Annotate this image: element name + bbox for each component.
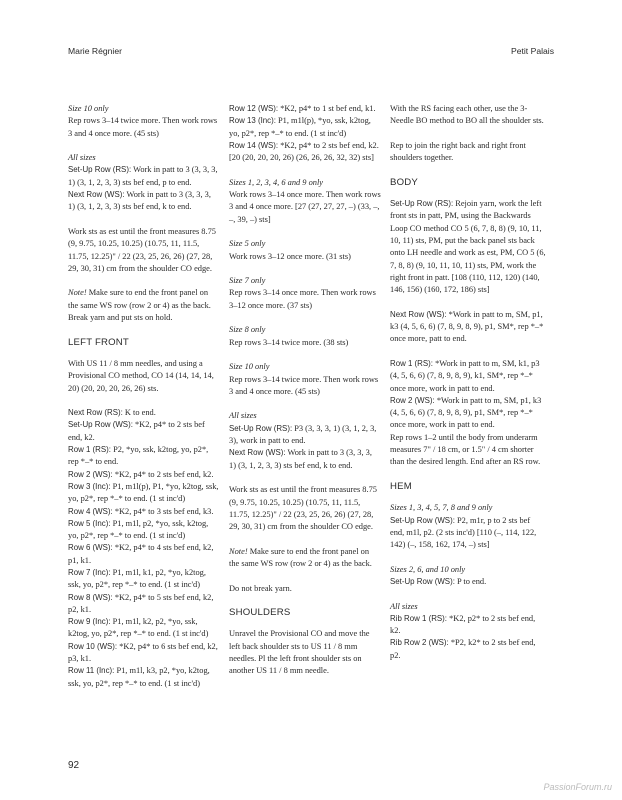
instruction-text: Unravel the Provisional CO and move the left back shoulder sts to US 11 / 8 mm needles. Pl the left front shoulder sts on another US 11 / 8 mm needle. (229, 629, 370, 676)
row-text: P1, m1l, k2, p2, *yo, ssk, k2tog, yo, p2*, rep *–* to end. (1 st inc'd) (68, 617, 209, 639)
page-header (68, 46, 554, 62)
book-title: Petit Palais (511, 46, 554, 56)
note-text: Make sure to end the front panel on the same WS row (row 2 or 4) as the back. (68, 288, 211, 310)
row-label: Row 8 (WS): (68, 592, 113, 602)
instruction-row (229, 423, 381, 448)
row-text: P2, *yo, ssk, k2tog, yo, p2*, rep *–* to end. (68, 445, 209, 467)
instruction-row (68, 641, 220, 666)
row-text: Work in patt to 3 (3, 3, 3, 1) (3, 1, 2, 3, 3) sts bef end, k to end. (68, 190, 211, 212)
row-label: Next Row (WS): (68, 190, 125, 200)
row-text: *K2, p4* to 3 sts bef end, k3. (112, 506, 214, 516)
row-text: P2, m1r, p to 2 sts bef end, m1l, p2. (2 sts inc'd) [110 (–, 114, 122, 142) (–, 158, 162, 174, –) sts] (390, 515, 537, 550)
size-heading: Size 5 only (229, 239, 266, 249)
row-label: Row 4 (WS): (68, 506, 113, 516)
row-text: *K2, p2* to 2 sts bef end, k2. (390, 613, 536, 636)
row-list (68, 407, 220, 690)
instruction-row (68, 189, 220, 214)
instruction-row (390, 576, 546, 588)
row-text: Rejoin yarn, work the left front sts in patt, PM, using the Backwards Loop CO method CO 5 (6, 7, 8, 8) (9, 10, 11, 10, 11) sts, PM, put the back panel sts back onto LH needle and work as est, PM, CO 5 (6, 7, 8, 8) (9, 10, 11, 10, 11) sts, PM, work the right front in patt. [108 (110, 112, 120) (140, 146, 156) (160, 172, 186) sts] (390, 199, 546, 295)
row-text: P3 (3, 3, 3, 1) (3, 1, 2, 3, 3), work in patt to end. (229, 423, 377, 446)
size-heading: All sizes (68, 153, 96, 163)
instruction-row (68, 506, 220, 518)
watermark: PassionForum.ru (543, 782, 612, 792)
row-label: Row 1 (RS): (68, 445, 111, 455)
note (68, 287, 220, 312)
instruction-row (68, 518, 220, 543)
instruction-row (68, 542, 220, 567)
instruction-row (68, 407, 220, 419)
row-text: Work in patt to 3 (3, 3, 3, 1) (3, 1, 2, 3, 3) sts bef end, p to end. (68, 165, 218, 187)
instruction-row (68, 481, 220, 506)
row-label: Row 11 (Inc): (68, 666, 115, 676)
instruction-row (390, 613, 546, 638)
instruction-text: Rep rows 3–14 once more. Then work rows 3–12 once more. (37 sts) (229, 288, 376, 310)
instruction-row (390, 637, 546, 662)
row-text: *K2, p4* to 6 sts bef end, k2, p3, k1. (68, 641, 218, 664)
instruction-row (68, 665, 220, 690)
row-label: Row 13 (Inc): (229, 116, 276, 126)
row-label: Next Row (RS): (68, 408, 123, 418)
row-label: Set-Up Row (WS): (390, 576, 455, 586)
row-label: Row 10 (WS): (68, 641, 118, 651)
instruction-row (229, 447, 381, 472)
row-text: *K2, p4* to 2 sts bef end, k2. (278, 140, 379, 150)
author-name: Marie Régnier (68, 46, 122, 56)
section-heading-hem: HEM (390, 480, 412, 492)
row-text: *Work in patt to m, SM, p1, k3 (4, 5, 6, 6) (7, 8, 9, 8, 9), p1, SM*, rep *–* once more, work in patt to end. (390, 395, 542, 430)
size-heading: Size 7 only (229, 276, 266, 286)
instruction-text: With US 11 / 8 mm needles, and using a Provisional CO method, CO 14 (14, 14, 14, 20) (20, 20, 20, 26, 26) sts. (68, 358, 214, 393)
section-heading-shoulders: SHOULDERS (229, 607, 291, 619)
note-label: Note! (68, 288, 87, 298)
instruction-text: Break yarn and put sts on hold. (68, 313, 173, 323)
column-left (68, 103, 220, 690)
row-text: *K2, p4* to 4 sts bef end, k2, p1, k1. (68, 543, 214, 565)
row-text: *Work in patt to m, SM, k1, p3 (4, 5, 6, 6) (7, 8, 9, 8, 9), k1, SM*, rep *–* once more, work in patt to end. (390, 358, 540, 393)
instruction-text: Rep rows 3–14 twice more. Then work rows 3 and 4 once more. (45 sts) (68, 116, 218, 138)
instruction-text: Rep rows 3–14 twice more. (38 sts) (229, 337, 349, 347)
size-heading: All sizes (229, 411, 257, 421)
size-heading: Sizes 1, 2, 3, 4, 6 and 9 only (229, 177, 323, 187)
row-label: Row 5 (Inc): (68, 518, 111, 528)
note (229, 546, 381, 571)
instruction-row (68, 469, 220, 481)
row-text: *K2, p4* to 2 sts bef end, k2. (112, 469, 214, 479)
instruction-row (390, 309, 546, 346)
instruction-row (68, 444, 220, 469)
page-number: 92 (68, 760, 80, 771)
row-label: Next Row (WS): (390, 309, 447, 319)
row-text: *K2, p4* to 1 st bef end, k1. (278, 104, 376, 113)
instruction-row (68, 567, 220, 592)
column-middle (229, 103, 381, 690)
row-label: Row 2 (WS): (390, 395, 435, 405)
row-text: P1, m1l, k3, p2, *yo, k2tog, ssk, yo, p2*, rep *–* to end. (1 st inc'd) (68, 666, 210, 688)
row-label: Set-Up Row (WS): (68, 420, 133, 430)
row-text: P1, m1l, p2, *yo, ssk, k2tog, yo, p2*, rep *–* to end. (1 st inc'd) (68, 518, 209, 541)
instruction-text: With the RS facing each other, use the 3-Needle BO method to BO all the shoulder sts. (390, 104, 544, 126)
row-label: Row 2 (WS): (68, 469, 113, 479)
row-label: Row 3 (Inc): (68, 481, 111, 491)
row-list (229, 103, 381, 152)
stitch-count: [20 (20, 20, 20, 26) (26, 26, 26, 32, 32) sts] (229, 153, 374, 163)
section-heading-body: BODY (390, 176, 418, 188)
instruction-row (68, 419, 220, 444)
size-heading: Size 10 only (229, 362, 270, 372)
instruction-row (68, 616, 220, 641)
note-text: Make sure to end the front panel on the same WS row (row 2 or 4) as the back. (229, 546, 372, 568)
instruction-text: Rep rows 1–2 until the body from underarm measures 7" / 18 cm, or 1.5" / 4 cm shorter than the desired length. End after an RS row. (390, 432, 541, 467)
size-heading: All sizes (390, 601, 418, 611)
row-text: P1, m1l(p), *yo, ssk, k2tog, yo, p2*, rep *–* to end. (1 st inc'd) (229, 116, 371, 138)
row-text: *Work in patt to m, SM, p1, k3 (4, 5, 6, 6) (7, 8, 9, 8, 9), p1, SM*, rep *–* once more, patt to end. (390, 309, 544, 344)
row-label: Row 7 (Inc): (68, 567, 111, 577)
instruction-row (68, 164, 220, 189)
row-label: Row 12 (WS): (229, 104, 279, 113)
row-label: Set-Up Row (RS): (390, 199, 454, 209)
row-label: Row 6 (WS): (68, 543, 113, 553)
row-text: P1, m1l(p), P1, *yo, k2tog, ssk, yo, p2*, rep *–* to end. (1 st inc'd) (68, 481, 219, 504)
row-label: Next Row (WS): (229, 448, 286, 458)
row-text: *P2, k2* to 2 sts bef end, p2. (390, 638, 536, 660)
column-right (390, 103, 546, 662)
row-text: Work in patt to 3 (3, 3, 3, 1) (3, 1, 2, 3, 3) sts bef end, k to end. (229, 448, 372, 470)
instruction-text: Work rows 3–12 once more. (31 sts) (229, 251, 351, 261)
instruction-row (229, 103, 381, 115)
instruction-text: Do not break yarn. (229, 583, 292, 593)
size-heading: Size 10 only (68, 104, 109, 113)
instruction-text: Rep rows 3–14 twice more. Then work rows 3 and 4 once more. (45 sts) (229, 374, 379, 396)
instruction-text: Work rows 3–14 once more. Then work rows 3 and 4 once more. [27 (27, 27, 27, –) (33, –, –, 39, –) sts] (229, 190, 381, 224)
note-label: Note! (229, 546, 248, 556)
instruction-row (390, 515, 546, 552)
instruction-row (390, 358, 546, 395)
instruction-text: Work sts as est until the front measures 8.75 (9, 9.75, 10.25, 10.25) (10.75, 11, 11.5, 11.75, 12.25)" / 22 (23, 25, 26, 26) (27, 28, 29, 30, 31) cm from the shoulder CO edge. (68, 226, 216, 273)
row-text: K to end. (122, 408, 156, 418)
row-label: Set-Up Row (WS): (390, 515, 455, 525)
instruction-row (229, 115, 381, 140)
row-text: P1, m1l, k1, p2, *yo, k2tog, ssk, yo, p2*, rep *–* to end. (1 st inc'd) (68, 567, 206, 590)
row-label: Row 1 (RS): (390, 358, 433, 368)
row-text: *K2, p4* to 5 sts bef end, k2, p2, k1. (68, 592, 214, 614)
row-text: P to end. (454, 576, 487, 586)
instruction-row (390, 395, 546, 432)
instruction-text: Rep to join the right back and right front shoulders together. (390, 140, 526, 163)
instruction-row (229, 140, 381, 152)
row-label: Rib Row 1 (RS): (390, 613, 447, 623)
section-heading-left-front: LEFT FRONT (68, 336, 129, 348)
size-heading: Size 8 only (229, 325, 266, 335)
row-text: *K2, p4* to 2 sts bef end, k2. (68, 420, 205, 442)
row-label: Row 14 (WS): (229, 140, 279, 150)
instruction-text: Work sts as est until the front measures 8.75 (9, 9.75, 10.25, 10.25) (10.75, 11, 11.5, 11.75, 12.25)" / 22 (23, 25, 26, 26) (27, 28, 29, 30, 31) cm from the shoulder CO edge. (229, 485, 377, 532)
row-label: Set-Up Row (RS): (229, 423, 293, 433)
size-heading: Sizes 1, 3, 4, 5, 7, 8 and 9 only (390, 503, 493, 513)
row-label: Rib Row 2 (WS): (390, 638, 449, 648)
instruction-row (390, 198, 546, 296)
instruction-row (68, 592, 220, 617)
size-heading: Sizes 2, 6, and 10 only (390, 564, 466, 574)
row-label: Set-Up Row (RS): (68, 165, 132, 175)
row-label: Row 9 (Inc): (68, 617, 111, 627)
